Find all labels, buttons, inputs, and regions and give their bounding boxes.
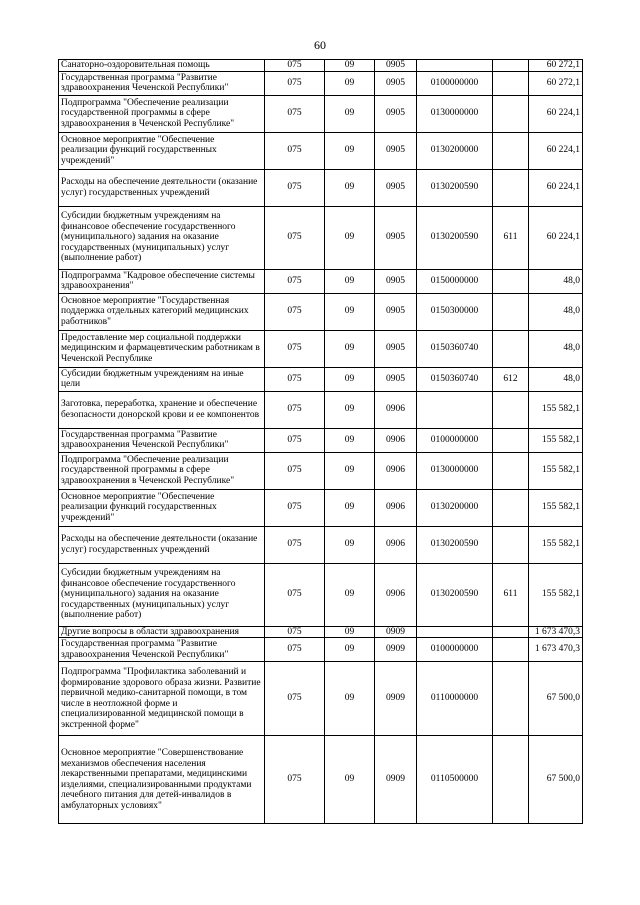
row-cs: 0130200590 [417,206,493,269]
table-row [59,132,583,169]
row-pr: 0905 [375,60,417,72]
row-gr: 075 [265,428,325,452]
row-vr [493,526,529,563]
row-vr [493,169,529,206]
row-cs: 0130200000 [417,132,493,169]
row-gr: 075 [265,330,325,367]
row-gr: 075 [265,132,325,169]
row-cs: 0150360740 [417,330,493,367]
row-cs: 0150000000 [417,269,493,293]
table-row [59,71,583,95]
row-rz: 09 [325,71,375,95]
row-sum: 48,0 [529,330,583,367]
row-vr [493,428,529,452]
table-row [59,269,583,293]
table-row [59,367,583,391]
row-cs: 0110500000 [417,736,493,824]
row-pr: 0909 [375,662,417,736]
row-rz: 09 [325,638,375,662]
row-name: Основное мероприятие "Совершенствование механизмов обеспечения населения лекарственными препаратами, медицинскими изделиями, специализированными продуктами лечебного питания для детей-инвалидов в амбулаторных условиях" [59,736,265,824]
row-vr [493,452,529,489]
row-vr: 612 [493,367,529,391]
row-vr: 611 [493,206,529,269]
row-rz: 09 [325,95,375,132]
row-sum: 48,0 [529,269,583,293]
row-pr: 0909 [375,638,417,662]
row-rz: 09 [325,391,375,428]
row-name: Подпрограмма "Обеспечение реализации государственной программы в сфере здравоохранения в Чеченской Республике" [59,95,265,132]
row-name: Основное мероприятие "Обеспечение реализации функций государственных учреждений" [59,489,265,526]
row-name: Субсидии бюджетным учреждениям на финансовое обеспечение государственного (муниципального) задания на оказание государственных (муниципальных) услуг (выполнение работ) [59,563,265,626]
row-vr [493,626,529,638]
row-vr [493,293,529,330]
row-cs: 0100000000 [417,638,493,662]
row-sum: 60 224,1 [529,206,583,269]
row-cs: 0100000000 [417,428,493,452]
row-cs [417,60,493,72]
row-sum: 155 582,1 [529,563,583,626]
row-rz: 09 [325,60,375,72]
row-vr [493,736,529,824]
row-sum: 60 272,1 [529,60,583,72]
table-row [59,95,583,132]
row-name: Подпрограмма "Профилактика заболеваний и формирование здорового образа жизни. Развитие первичной медико-санитарной помощи, в том числе в неотложной форме и специализированной медицинской помощи в экстренной форме" [59,662,265,736]
row-gr: 075 [265,391,325,428]
table-row [59,293,583,330]
row-rz: 09 [325,269,375,293]
table-row [59,638,583,662]
row-name: Основное мероприятие "Обеспечение реализации функций государственных учреждений" [59,132,265,169]
row-vr [493,60,529,72]
row-pr: 0905 [375,132,417,169]
table-row [59,626,583,638]
row-vr [493,489,529,526]
row-rz: 09 [325,330,375,367]
row-pr: 0909 [375,626,417,638]
row-gr: 075 [265,638,325,662]
row-gr: 075 [265,489,325,526]
budget-table [58,59,583,824]
row-sum: 155 582,1 [529,526,583,563]
table-row [59,391,583,428]
row-gr: 075 [265,60,325,72]
row-gr: 075 [265,626,325,638]
row-cs: 0150360740 [417,367,493,391]
row-sum: 155 582,1 [529,452,583,489]
row-rz: 09 [325,169,375,206]
row-rz: 09 [325,132,375,169]
row-cs: 0130200590 [417,169,493,206]
row-name: Предоставление мер социальной поддержки медицинским и фармацевтическим работникам в Чеченской Республике [59,330,265,367]
row-cs: 0100000000 [417,71,493,95]
row-sum: 155 582,1 [529,489,583,526]
row-sum: 60 272,1 [529,71,583,95]
row-name: Субсидии бюджетным учреждениям на финансовое обеспечение государственного (муниципального) задания на оказание государственных (муниципальных) услуг (выполнение работ) [59,206,265,269]
row-rz: 09 [325,293,375,330]
row-name: Государственная программа "Развитие здравоохранения Чеченской Республики" [59,428,265,452]
row-pr: 0906 [375,452,417,489]
table-row [59,452,583,489]
row-vr [493,662,529,736]
row-vr [493,330,529,367]
row-sum: 60 224,1 [529,95,583,132]
row-vr [493,132,529,169]
row-cs [417,391,493,428]
row-pr: 0906 [375,391,417,428]
row-gr: 075 [265,736,325,824]
row-gr: 075 [265,662,325,736]
row-cs: 0130000000 [417,95,493,132]
row-pr: 0905 [375,293,417,330]
row-rz: 09 [325,452,375,489]
row-sum: 48,0 [529,367,583,391]
row-sum: 1 673 470,3 [529,638,583,662]
row-pr: 0906 [375,489,417,526]
row-gr: 075 [265,563,325,626]
row-gr: 075 [265,95,325,132]
row-sum: 67 500,0 [529,662,583,736]
row-name: Государственная программа "Развитие здравоохранения Чеченской Республики" [59,71,265,95]
row-rz: 09 [325,736,375,824]
row-name: Расходы на обеспечение деятельности (оказание услуг) государственных учреждений [59,526,265,563]
row-pr: 0905 [375,330,417,367]
row-pr: 0906 [375,563,417,626]
row-gr: 075 [265,71,325,95]
table-row [59,169,583,206]
row-gr: 075 [265,452,325,489]
row-rz: 09 [325,428,375,452]
row-gr: 075 [265,169,325,206]
row-vr [493,95,529,132]
row-sum: 67 500,0 [529,736,583,824]
row-sum: 48,0 [529,293,583,330]
table-row [59,563,583,626]
row-name: Субсидии бюджетным учреждениям на иные цели [59,367,265,391]
table-row [59,526,583,563]
row-name: Расходы на обеспечение деятельности (оказание услуг) государственных учреждений [59,169,265,206]
row-name: Государственная программа "Развитие здравоохранения Чеченской Республики" [59,638,265,662]
table-row [59,60,583,72]
table-row [59,489,583,526]
row-vr [493,71,529,95]
row-rz: 09 [325,563,375,626]
row-gr: 075 [265,526,325,563]
row-pr: 0906 [375,428,417,452]
row-cs: 0130000000 [417,452,493,489]
row-rz: 09 [325,367,375,391]
row-sum: 1 673 470,3 [529,626,583,638]
table-row [59,662,583,736]
row-cs: 0110000000 [417,662,493,736]
row-rz: 09 [325,526,375,563]
row-pr: 0905 [375,95,417,132]
row-gr: 075 [265,206,325,269]
row-name: Основное мероприятие "Государственная поддержка отдельных категорий медицинских работников" [59,293,265,330]
row-name: Другие вопросы в области здравоохранения [59,626,265,638]
row-pr: 0905 [375,269,417,293]
row-cs: 0130200590 [417,526,493,563]
row-pr: 0905 [375,169,417,206]
row-sum: 60 224,1 [529,169,583,206]
row-gr: 075 [265,367,325,391]
row-cs [417,626,493,638]
row-sum: 155 582,1 [529,428,583,452]
row-name: Подпрограмма "Обеспечение реализации государственной программы в сфере здравоохранения в Чеченской Республике" [59,452,265,489]
row-rz: 09 [325,626,375,638]
row-pr: 0905 [375,367,417,391]
row-vr [493,269,529,293]
row-name: Подпрограмма "Кадровое обеспечение системы здравоохранения" [59,269,265,293]
row-name: Заготовка, переработка, хранение и обеспечение безопасности донорской крови и ее компонентов [59,391,265,428]
page-number: 60 [314,38,326,52]
row-rz: 09 [325,206,375,269]
row-sum: 60 224,1 [529,132,583,169]
row-rz: 09 [325,489,375,526]
table-row [59,206,583,269]
table-row [59,330,583,367]
table-row [59,736,583,824]
row-vr [493,638,529,662]
row-vr: 611 [493,563,529,626]
row-pr: 0906 [375,526,417,563]
row-pr: 0909 [375,736,417,824]
row-sum: 155 582,1 [529,391,583,428]
row-vr [493,391,529,428]
row-pr: 0905 [375,206,417,269]
row-name: Санаторно-оздоровительная помощь [59,60,265,72]
row-cs: 0130200000 [417,489,493,526]
row-pr: 0905 [375,71,417,95]
row-cs: 0130200590 [417,563,493,626]
row-rz: 09 [325,662,375,736]
row-gr: 075 [265,269,325,293]
row-cs: 0150300000 [417,293,493,330]
row-gr: 075 [265,293,325,330]
table-row [59,428,583,452]
